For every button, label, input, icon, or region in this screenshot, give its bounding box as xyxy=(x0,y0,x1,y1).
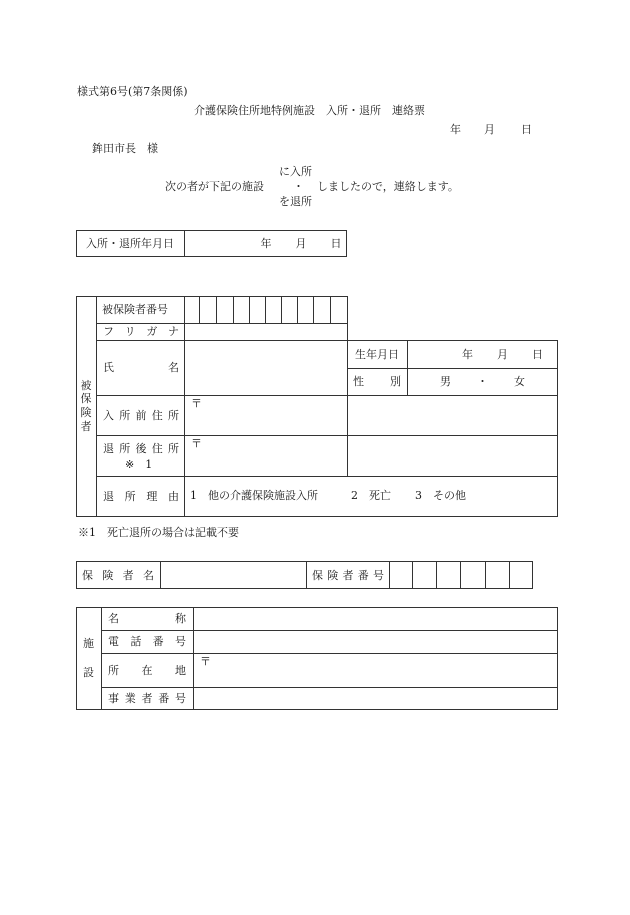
prev-address-postal-icon: 〒 xyxy=(191,397,202,410)
dates-label: 入所・退所年月日 xyxy=(86,237,174,250)
reason-label: 退 所 理 由 xyxy=(103,489,179,503)
prev-address-input[interactable] xyxy=(185,396,347,435)
furigana-label: フ リ ガ ナ xyxy=(103,325,179,338)
addressee: 鉾田市長 様 xyxy=(92,142,158,155)
insurer-name-input[interactable] xyxy=(161,562,306,588)
gender-field xyxy=(408,368,557,395)
header-date-day: 日 xyxy=(521,123,532,136)
form-number: 様式第6号(第7条関係) xyxy=(77,85,188,98)
facility-group-label: 施 設 xyxy=(83,636,94,679)
birth-date-label: 生年月日 xyxy=(355,347,399,361)
insured-group-label: 被 保 険 者 xyxy=(80,378,92,433)
header-date-year: 年 xyxy=(450,123,461,136)
notice-option-in: に入所 xyxy=(279,165,312,178)
facility-location-label: 所 在 地 xyxy=(108,663,186,677)
prev-address-label: 入 所 前 住 所 xyxy=(103,408,179,422)
footnote: ※1 死亡退所の場合は記載不要 xyxy=(78,526,239,539)
post-address-postal-icon: 〒 xyxy=(191,437,202,450)
notice-text-before: 次の者が下記の施設 xyxy=(165,180,264,193)
insurer-name-label: 保 険 者 名 xyxy=(82,568,154,582)
facility-phone-input[interactable] xyxy=(194,631,557,653)
facility-operator-label: 事 業 者 番 号 xyxy=(108,692,186,705)
gender-female-option[interactable]: 女 xyxy=(514,375,525,388)
dates-field[interactable] xyxy=(185,230,347,257)
name-label: 氏 名 xyxy=(103,361,179,374)
facility-phone-label: 電 話 番 号 xyxy=(108,635,186,648)
facility-location-input[interactable] xyxy=(194,654,557,687)
reason-option-other[interactable]: 3 その他 xyxy=(415,489,466,502)
birth-date-field[interactable] xyxy=(408,340,557,368)
insurer-number-label: 保 険 者 番 号 xyxy=(312,568,384,582)
dates-day: 日 xyxy=(330,237,342,250)
post-address-label: 退 所 後 住 所 xyxy=(103,441,179,455)
facility-name-label: 名 称 xyxy=(108,612,186,625)
form-title: 介護保険住所地特例施設 入所・退所 連絡票 xyxy=(194,104,425,117)
dates-month: 月 xyxy=(295,237,307,250)
birth-month: 月 xyxy=(497,347,508,361)
reason-option-other-facility[interactable]: 1 他の介護保険施設入所 xyxy=(190,489,318,502)
name-input[interactable] xyxy=(185,341,347,395)
post-address-note: ※ 1 xyxy=(125,458,153,471)
insured-number-label: 被保険者番号 xyxy=(102,303,168,316)
furigana-input[interactable] xyxy=(185,324,347,340)
notice-dot: ・ xyxy=(293,180,304,193)
birth-year: 年 xyxy=(462,347,473,361)
insured-number-input[interactable] xyxy=(185,297,347,323)
birth-day: 日 xyxy=(532,347,543,361)
post-address-input[interactable] xyxy=(185,436,347,476)
facility-name-input[interactable] xyxy=(194,608,557,630)
reason-option-death[interactable]: 2 死亡 xyxy=(351,489,391,502)
header-date-month: 月 xyxy=(484,123,495,136)
facility-operator-input[interactable] xyxy=(194,688,557,710)
gender-label: 性 別 xyxy=(353,375,401,388)
gender-male-option[interactable]: 男 xyxy=(440,375,451,388)
post-address-extra-input[interactable] xyxy=(348,436,557,476)
notice-text-after: しましたので，連絡します。 xyxy=(317,180,459,193)
gender-dot: ・ xyxy=(477,375,488,388)
facility-postal-icon: 〒 xyxy=(200,655,211,668)
notice-option-out: を退所 xyxy=(279,195,312,208)
dates-year: 年 xyxy=(260,237,272,250)
prev-address-extra-input[interactable] xyxy=(348,396,557,435)
insurer-number-input[interactable] xyxy=(390,562,532,588)
